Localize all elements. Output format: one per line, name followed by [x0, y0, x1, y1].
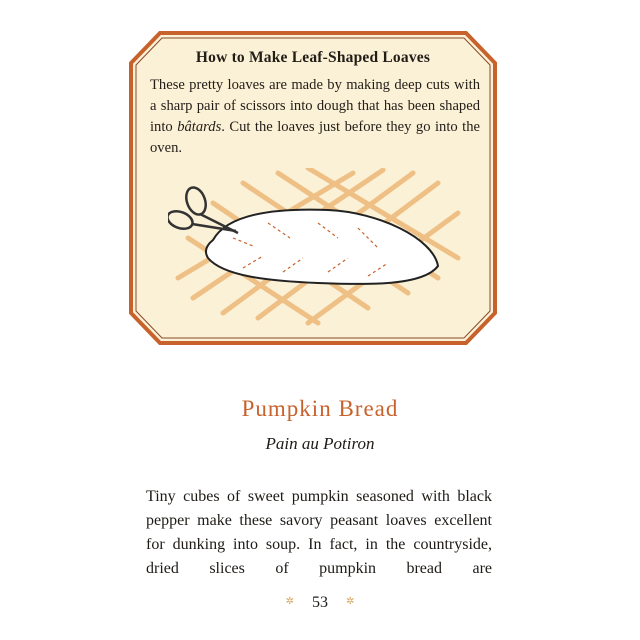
recipe-intro: Tiny cubes of sweet pumpkin seasoned with black pepper make these savory peasant loaves excellent for dunking into soup. In fact, in the countryside, dried slices of pumpkin bread are — [146, 488, 492, 577]
ornament-icon: ✲ — [346, 596, 355, 607]
page-number: 53 — [312, 594, 328, 611]
sidebar-body: These pretty loaves are made by making deep cuts with a sharp pair of scissors into dough that has been shaped into bâtards. Cut the loaves just before they go into the oven. — [150, 77, 480, 156]
recipe-subtitle: Pain au Potiron — [265, 434, 375, 453]
recipe-title: Pumpkin Bread — [241, 396, 399, 421]
sidebar-title: How to Make Leaf-Shaped Loaves — [195, 49, 431, 66]
scissors-loaf-illustration — [168, 168, 468, 328]
ornament-icon: ✲ — [285, 596, 294, 607]
page-footer — [0, 594, 640, 612]
sidebar-box — [128, 30, 498, 346]
